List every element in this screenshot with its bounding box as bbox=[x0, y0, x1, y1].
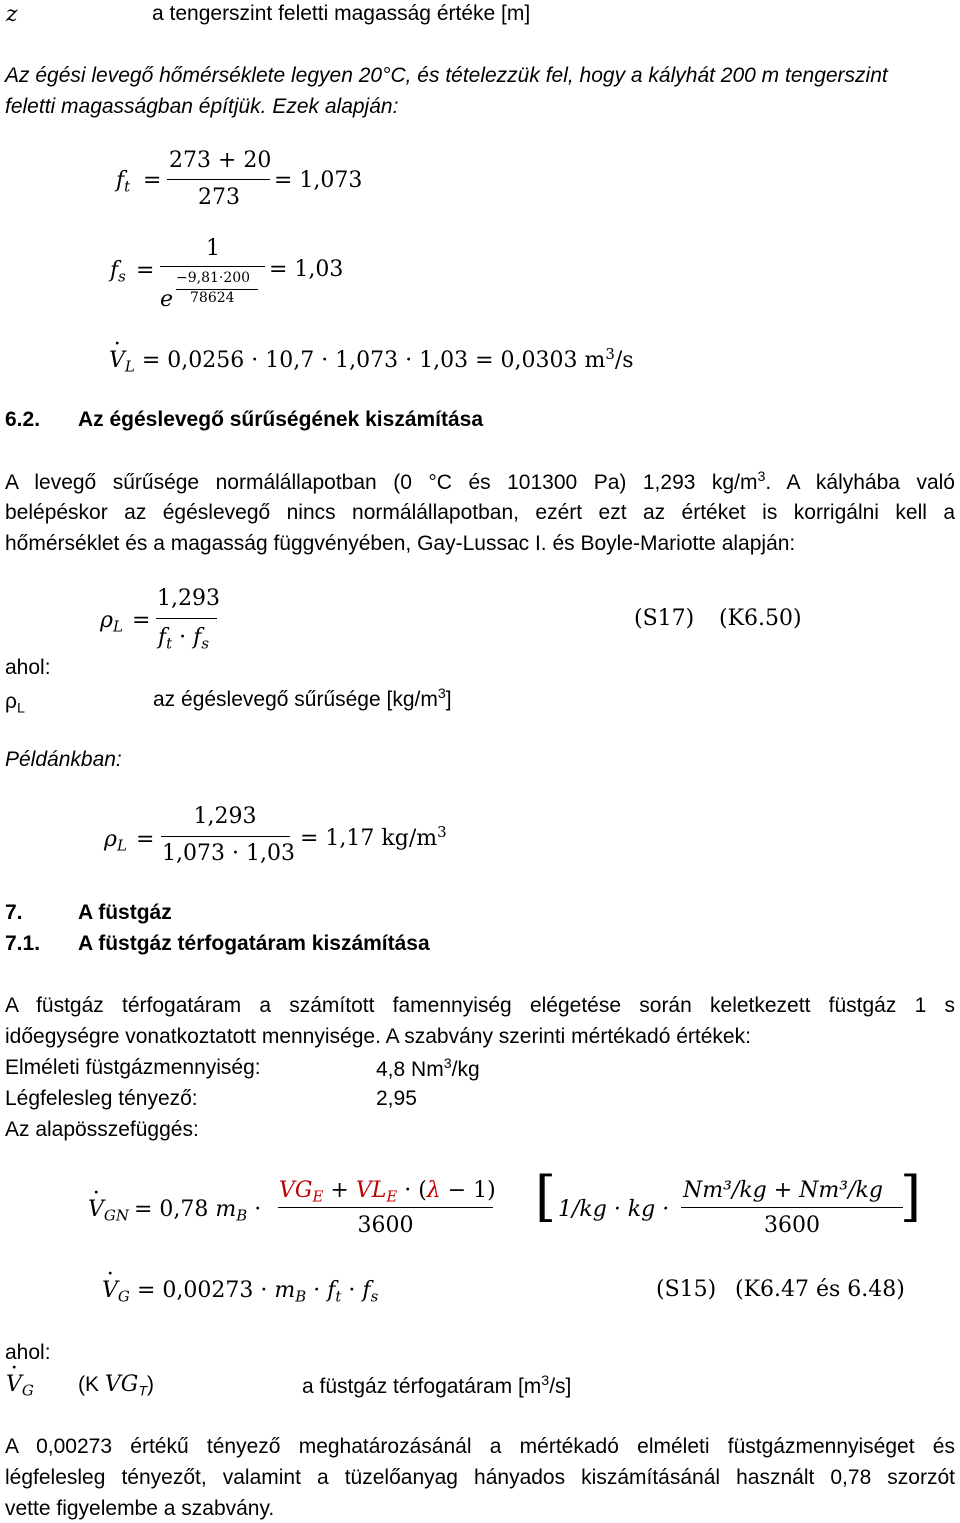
rho-example-lhs: $\rho_L$ bbox=[104, 827, 127, 855]
fs-exponent-numerator: −9,81·200 bbox=[176, 270, 251, 286]
vgn-denominator: 3600 bbox=[357, 1213, 414, 1238]
ahol-label-1: ahol: bbox=[5, 656, 51, 679]
fs-exponent-denominator: 78624 bbox=[190, 290, 235, 306]
section-title-7-1: A füstgáz térfogatáram kiszámítása bbox=[78, 932, 430, 955]
rho-description: az égéslevegő sűrűsége $[kg/m^3]$ bbox=[153, 686, 452, 711]
unit-bracket-left: [ bbox=[535, 1165, 557, 1228]
vgn-lhs: · $V_{GN}$ bbox=[88, 1199, 129, 1223]
fs-equals: = bbox=[136, 258, 155, 283]
section-number-7: 7. bbox=[5, 901, 23, 924]
z-description: a tengerszint feletti magasság értéke [m] bbox=[152, 2, 531, 25]
section-number-7-1: 7.1. bbox=[5, 932, 41, 955]
vg-lhs: · $V_G$ bbox=[102, 1280, 130, 1304]
flue-paragraph-line-1: A füstgáz térfogatáram a számított famennyiség elégetése során keletkezett füstgáz 1 s bbox=[5, 994, 955, 1017]
value-theoretical-flue: 4,8 Nm$^3$/kg bbox=[376, 1056, 480, 1081]
fs-base-e: e bbox=[160, 287, 174, 312]
rho-lhs: $\rho_L$ bbox=[100, 608, 123, 636]
fs-numerator: 1 bbox=[206, 236, 220, 261]
section-title-6-2: Az égéslevegő sűrűségének kiszámítása bbox=[78, 408, 484, 431]
ahol-label-2: ahol: bbox=[5, 1341, 51, 1364]
vg-symbol-definition: · $V_G$ bbox=[6, 1374, 34, 1398]
vl-lhs-symbol: · V bbox=[109, 350, 125, 372]
ft-fraction-bar bbox=[167, 179, 270, 180]
section-number-6-2: 6.2. bbox=[5, 408, 41, 431]
rho-reference-s17: (S17) bbox=[634, 606, 695, 631]
rho-symbol-definition: $\rho_L$ bbox=[5, 690, 25, 717]
rho-reference-k650: (K6.50) bbox=[719, 606, 802, 631]
base-relation-label: Az alapösszefüggés: bbox=[5, 1118, 199, 1141]
vgn-unit-left: 1/kg · kg · bbox=[558, 1197, 670, 1222]
assumption-line-1: Az égési levegő hőmérséklete legyen 20°C, és tételezzük fel, hogy a kályhát 200 m tengerszint bbox=[5, 64, 888, 87]
rho-fraction-bar bbox=[156, 618, 217, 619]
vgn-coefficient: = 0,78 $m_B$ · bbox=[134, 1197, 262, 1225]
vgn-unit-denominator: 3600 bbox=[764, 1213, 820, 1238]
rho-example-fraction-bar bbox=[161, 836, 290, 837]
final-paragraph-line-3: vette figyelembe a szabvány. bbox=[5, 1497, 275, 1520]
assumption-line-2: feletti magasságban építjük. Ezek alapján: bbox=[5, 95, 399, 118]
vg-reference-s15: (S15) bbox=[656, 1277, 717, 1302]
density-paragraph-line-2: belépéskor az égéslevegő nincs normálállapotban, ezért ezt az értéket is korrigálni kell a bbox=[5, 501, 955, 524]
ft-result: = 1,073 bbox=[274, 168, 363, 193]
rho-example-equals: = bbox=[136, 827, 155, 852]
equation-vl: · $V_L = 0,0256 \cdot 10,7 \cdot 1,073 \cdot 1,03 = 0,0303$ $m^3/s$ bbox=[109, 347, 634, 375]
vl-rhs: = 0,0256 · 10,7 · 1,073 · 1,03 = 0,0303 m bbox=[141, 348, 606, 374]
vgn-numerator: $VG_E + VL_E \cdot (\lambda - 1)$ bbox=[279, 1178, 496, 1206]
value-label-theoretical-flue: Elméleti füstgázmennyiség: bbox=[5, 1056, 261, 1079]
rho-denominator: $f_t \cdot f_s$ bbox=[158, 625, 209, 653]
ft-equals: = bbox=[143, 168, 162, 193]
vg-rhs: = $0,00273 \cdot m_B \cdot f_t \cdot f_s$ bbox=[137, 1278, 379, 1306]
vgn-unit-fraction-bar bbox=[681, 1207, 903, 1208]
vgn-unit-numerator: Nm³/kg + Nm³/kg bbox=[683, 1178, 883, 1203]
vg-reference-k647: (K6.47 és 6.48) bbox=[735, 1277, 905, 1302]
vgn-fraction-bar bbox=[278, 1207, 493, 1208]
rho-example-result: = 1,17 $kg/m^3$ bbox=[300, 823, 447, 852]
fs-result: = 1,03 bbox=[269, 257, 344, 282]
ft-denominator: 273 bbox=[198, 185, 240, 210]
ft-lhs: $f_t$ bbox=[116, 168, 131, 196]
rho-example-numerator: 1,293 bbox=[193, 804, 257, 829]
final-paragraph-line-1: A 0,00273 értékű tényező meghatározásánál a mértékadó elméleti füstgázmennyiséget és bbox=[5, 1435, 955, 1458]
example-label: Példánkban: bbox=[5, 748, 122, 771]
value-excess-air: 2,95 bbox=[376, 1087, 417, 1110]
z-symbol: z bbox=[6, 2, 18, 27]
section-title-7: A füstgáz bbox=[78, 901, 172, 924]
ft-numerator: 273 + 20 bbox=[169, 148, 272, 173]
density-paragraph-line-1: A levegő sűrűsége normálállapotban (0 °C és 101300 Pa) 1,293 $kg/m^3$. A kályhába való bbox=[5, 469, 955, 494]
fs-lhs: $f_s$ bbox=[110, 258, 126, 286]
rho-numerator: 1,293 bbox=[157, 586, 220, 611]
fs-fraction-bar bbox=[160, 266, 265, 267]
final-paragraph-line-2: légfelesleg tényezőt, valamint a tüzelőanyag hányados kiszámításánál használt 0,78 szorzót bbox=[5, 1466, 955, 1489]
flue-paragraph-line-2: időegységre vonatkoztatott mennyisége. A szabvány szerinti mértékadó értékek: bbox=[5, 1025, 751, 1048]
vg-alias: (K $VG_T$) bbox=[78, 1372, 155, 1400]
rho-equals: = bbox=[132, 608, 151, 633]
value-label-excess-air: Légfelesleg tényező: bbox=[5, 1087, 198, 1110]
rho-example-denominator: 1,073 · 1,03 bbox=[162, 841, 295, 866]
unit-bracket-right: ] bbox=[900, 1165, 922, 1228]
vg-description: a füstgáz térfogatáram $[m^3/s]$ bbox=[302, 1373, 572, 1398]
density-paragraph-line-3: hőmérséklet és a magasság függvényében, Gay-Lussac I. és Boyle-Mariotte alapján: bbox=[5, 532, 796, 555]
